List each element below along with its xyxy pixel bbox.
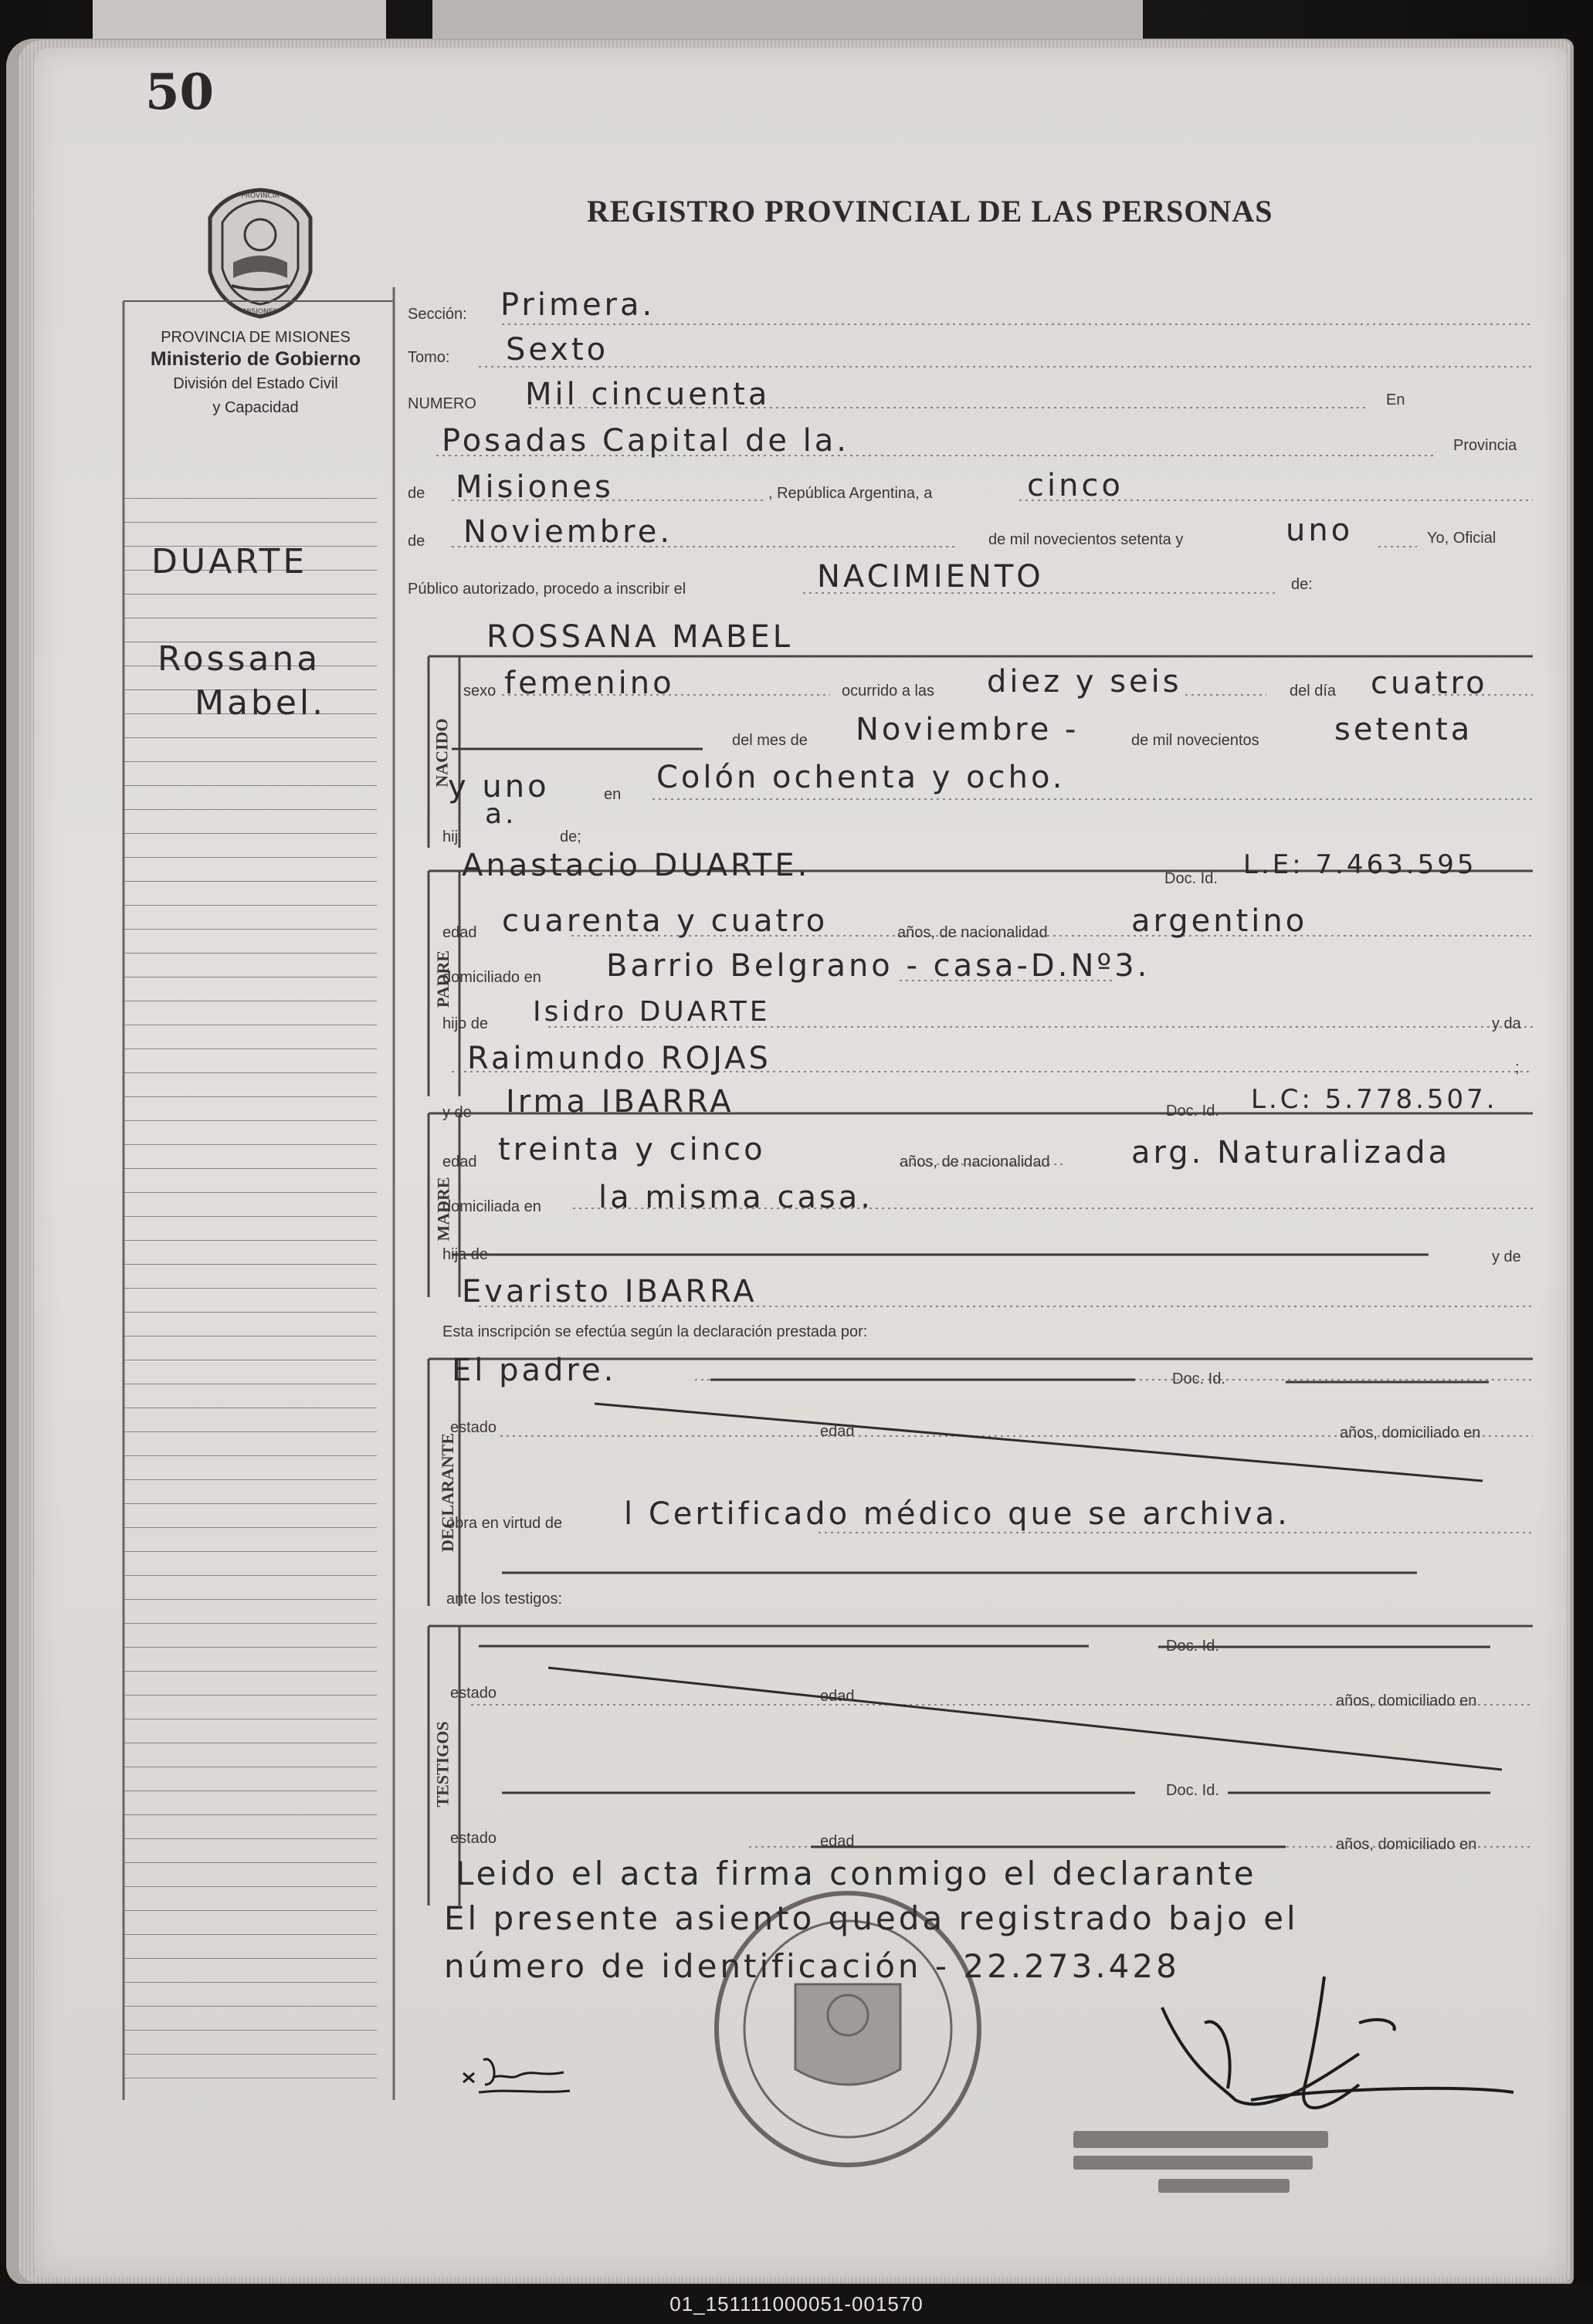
declarant-signature xyxy=(463,2059,570,2092)
entry-provincia: Misiones xyxy=(456,469,614,505)
entry-dia: cinco xyxy=(1027,468,1124,503)
label-yo-oficial: Yo, Oficial xyxy=(1427,530,1496,547)
label-republica: , República Argentina, a xyxy=(768,485,933,502)
closing-line-2: El presente asiento queda registrado bajo el xyxy=(444,1899,1299,1937)
entry-anio-nacimiento-2: y uno xyxy=(448,769,550,805)
institution-province: PROVINCIA DE MISIONES xyxy=(161,329,351,346)
label-hijo-de: hijo de xyxy=(442,1015,488,1032)
page-number: 50 xyxy=(145,63,215,121)
institution-capacity: y Capacidad xyxy=(212,399,299,416)
margin-given-name-1: Rossana xyxy=(158,639,321,679)
label-numero: NUMERO xyxy=(408,395,476,412)
entry-lugar-nacimiento: Colón ochenta y ocho. xyxy=(656,760,1066,795)
section-testigos: TESTIGOS xyxy=(432,1721,452,1807)
label-edad-4: edad xyxy=(820,1688,855,1705)
label-provincia: Provincia xyxy=(1453,437,1517,454)
entry-padre-nacionalidad: argentino xyxy=(1131,903,1308,939)
section-nacido: NACIDO xyxy=(432,718,452,788)
label-esta-inscripcion: Esta inscripción se efectúa según la declaración prestada por: xyxy=(442,1323,868,1340)
entry-padre-domicilio: Barrio Belgrano - casa-D.Nº3. xyxy=(606,948,1151,984)
entry-madre-y-de: Evaristo IBARRA xyxy=(462,1274,758,1309)
register-title: REGISTRO PROVINCIAL DE LAS PERSONAS xyxy=(587,194,1273,229)
label-de-mil-novecientos-2: de mil novecientos xyxy=(1131,732,1259,749)
label-estado-3: estado xyxy=(450,1830,497,1847)
entry-nombre: ROSSANA MABEL xyxy=(486,619,794,655)
label-y-da: y da xyxy=(1492,1015,1521,1032)
official-signature xyxy=(1162,1977,1513,2108)
entry-dia-nacimiento: cuatro xyxy=(1371,666,1488,701)
label-de-3: de; xyxy=(560,828,581,845)
entry-padre: Anastacio DUARTE. xyxy=(462,848,811,883)
emblem-bottom-text: MISIONES xyxy=(242,308,278,316)
section-padre: PADRE xyxy=(433,950,453,1008)
margin-surname: DUARTE xyxy=(151,542,308,581)
entry-seccion: Primera. xyxy=(500,287,656,323)
label-obra: obra en virtud de xyxy=(446,1515,563,1532)
label-estado: estado xyxy=(450,1419,497,1436)
entry-hora: diez y seis xyxy=(987,664,1182,700)
label-edad-5: edad xyxy=(820,1833,855,1850)
entry-madre-nacionalidad: arg. Naturalizada xyxy=(1131,1135,1451,1170)
entry-hij: a. xyxy=(485,798,517,830)
label-de-colon: de: xyxy=(1291,576,1313,593)
label-hija-de: hija de xyxy=(442,1246,488,1263)
label-de-2: de xyxy=(408,533,425,550)
entry-madre-doc: L.C: 5.778.507. xyxy=(1251,1084,1498,1115)
label-edad-2: edad xyxy=(442,1154,477,1170)
label-anos-nacionalidad-2: años, de nacionalidad xyxy=(900,1154,1050,1170)
entry-sexo: femenino xyxy=(504,666,675,701)
entry-mes: Noviembre. xyxy=(463,514,673,550)
label-doc-id-4: Doc. Id. xyxy=(1166,1638,1219,1655)
label-hij: hij xyxy=(442,828,459,845)
label-anos-domiciliado-3: años, domiciliado en xyxy=(1336,1836,1477,1853)
label-del-dia: del día xyxy=(1290,683,1337,700)
label-domiciliado: domiciliado en xyxy=(442,969,541,986)
entry-padre-doc: L.E: 7.463.595 xyxy=(1243,849,1477,880)
label-en: En xyxy=(1386,391,1405,408)
entry-tomo: Sexto xyxy=(506,332,609,368)
footer-bar xyxy=(0,2284,1593,2324)
label-publico: Público autorizado, procedo a inscribir el xyxy=(408,581,686,598)
closing-line-3: número de identificación - 22.273.428 xyxy=(444,1947,1180,1985)
institution-division: División del Estado Civil xyxy=(173,375,338,392)
label-doc-id-2: Doc. Id. xyxy=(1166,1103,1219,1120)
entry-madre: Irma IBARRA xyxy=(506,1084,734,1120)
label-de: de xyxy=(408,485,425,502)
entry-declarante: El padre. xyxy=(452,1353,617,1388)
entry-madre-domicilio: la misma casa. xyxy=(598,1180,874,1215)
label-y-de-2: y de xyxy=(1492,1248,1521,1265)
label-de-mil-novecientos: de mil novecientos setenta y xyxy=(988,531,1184,548)
label-sexo: sexo xyxy=(463,683,497,700)
entry-obra: l Certificado médico que se archiva. xyxy=(624,1496,1290,1532)
section-madre: MADRE xyxy=(433,1177,453,1242)
label-seccion: Sección: xyxy=(408,306,467,323)
emblem-top-text: PROVINCIA xyxy=(241,192,280,200)
label-domiciliada: domiciliada en xyxy=(442,1198,541,1215)
institution-ministry: Ministerio de Gobierno xyxy=(150,348,361,370)
entry-padre-hijo-de: Isidro DUARTE xyxy=(533,996,771,1028)
entry-padre-y-de: Raimundo ROJAS xyxy=(467,1041,771,1076)
entry-acto: NACIMIENTO xyxy=(817,559,1044,595)
entry-anio: uno xyxy=(1286,513,1354,548)
label-tomo: Tomo: xyxy=(408,349,450,366)
entry-lugar: Posadas Capital de la. xyxy=(442,423,849,459)
entry-numero: Mil cincuenta xyxy=(525,377,771,412)
label-ante: ante los testigos: xyxy=(446,1591,563,1607)
section-declarante: DECLARANTE xyxy=(438,1432,458,1553)
entry-mes-nacimiento: Noviembre - xyxy=(856,712,1080,747)
label-anos-domiciliado: años, domiciliado en xyxy=(1340,1425,1481,1441)
label-estado-2: estado xyxy=(450,1685,497,1702)
label-semicolon: ; xyxy=(1515,1059,1520,1076)
entry-madre-edad: treinta y cinco xyxy=(498,1132,766,1167)
label-en-2: en xyxy=(604,786,622,803)
label-edad: edad xyxy=(442,924,477,941)
label-doc-id-5: Doc. Id. xyxy=(1166,1782,1219,1799)
label-anos-nacionalidad: años, de nacionalidad xyxy=(897,924,1048,941)
footer-id: 01_151111000051-001570 xyxy=(669,2292,924,2316)
label-del-mes: del mes de xyxy=(732,732,808,749)
label-y-de: y de xyxy=(442,1104,472,1121)
label-doc-id-3: Doc. Id. xyxy=(1172,1370,1225,1387)
label-anos-domiciliado-2: años, domiciliado en xyxy=(1336,1692,1477,1709)
margin-given-name-2: Mabel. xyxy=(195,683,327,723)
label-ocurrido: ocurrido a las xyxy=(842,683,935,700)
entry-anio-nacimiento: setenta xyxy=(1334,712,1473,747)
label-edad-3: edad xyxy=(820,1423,855,1440)
closing-line-1: Leido el acta firma conmigo el declarante xyxy=(456,1855,1257,1892)
entry-padre-edad: cuarenta y cuatro xyxy=(502,903,829,939)
label-doc-id: Doc. Id. xyxy=(1164,870,1218,887)
